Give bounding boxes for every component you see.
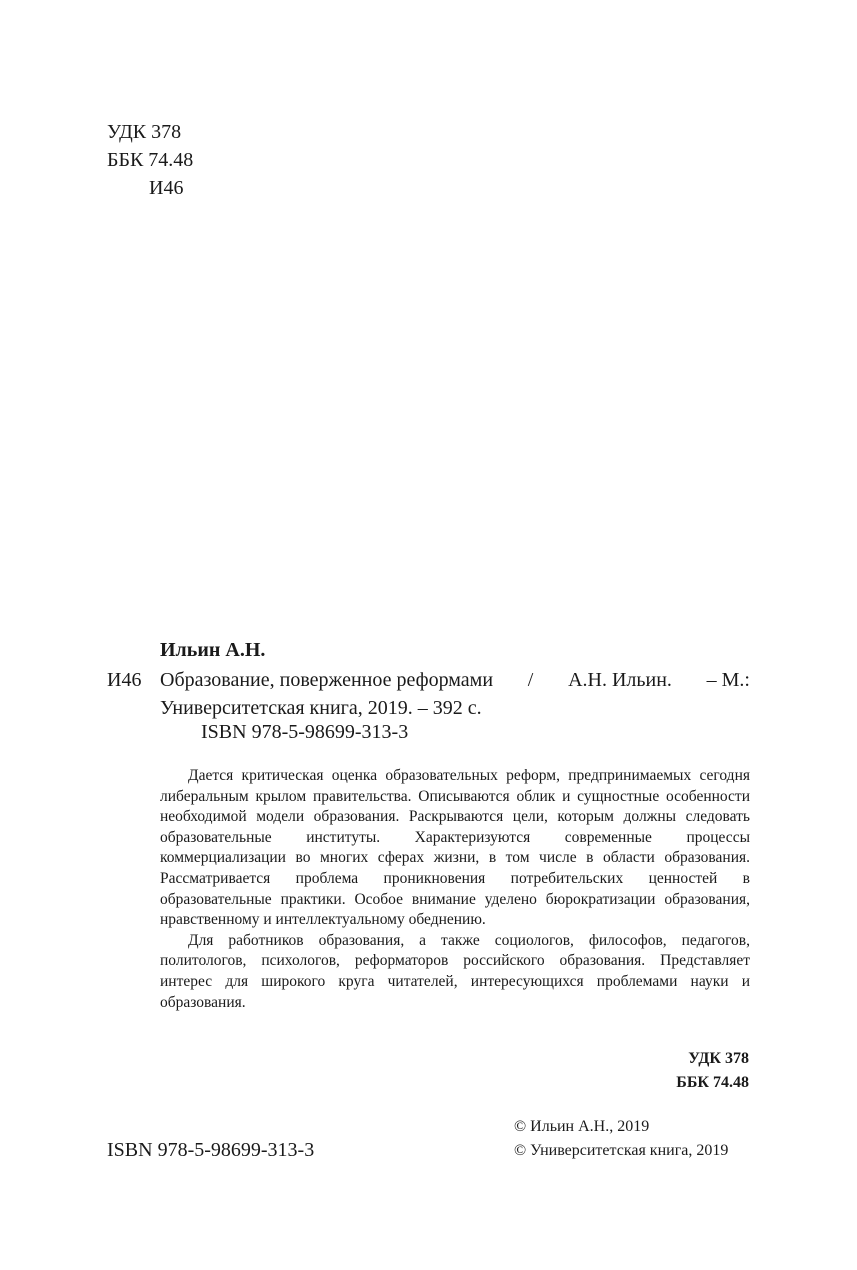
- catalog-place: – М.:: [706, 669, 750, 691]
- catalog-slash: /: [527, 669, 534, 691]
- copyright-author: © Ильин А.Н., 2019: [514, 1118, 650, 1135]
- isbn-bottom: ISBN 978-5-98699-313-3: [107, 1139, 315, 1161]
- udk-code: УДК 378: [107, 121, 182, 143]
- catalog-title-line: [160, 666, 750, 694]
- catalog-description: [160, 666, 750, 722]
- udk-code-bottom: УДК 378: [688, 1050, 749, 1067]
- copyright-publisher: © Университетская книга, 2019: [514, 1142, 729, 1159]
- copyright-block: [514, 1115, 728, 1163]
- annotation-paragraph: Дается критическая оценка образовательных реформ, предпринимаемых сегодня либеральным крылом правительства. Описываются облик и сущностные особенности необходимой модели образования. Раскрываются цели, которым должны следовать образовательные институты. Характеризуются современные процессы коммерциализации во многих сферах жизни, в том числе в области образования. Рассматривается проблема проникновения потребительских ценностей в образовательные практики. Особое внимание уделено бюрократизации образования, нравственному и интеллектуальному обеднению.: [160, 767, 750, 929]
- classification-codes-bottom: [676, 1047, 749, 1095]
- bbk-code: ББК 74.48: [107, 149, 194, 171]
- catalog-title: Образование, поверженное реформами: [160, 669, 494, 691]
- annotation-paragraph: Для работников образования, а также социологов, философов, педагогов, политологов, психологов, реформаторов российского образования. Представляет интерес для широкого круга читателей, интересующихся проблемами науки и образования.: [160, 931, 750, 1011]
- catalog-publisher-line: Университетская книга, 2019. – 392 с.: [160, 697, 482, 719]
- catalog-author: Ильин А.Н.: [160, 639, 266, 661]
- annotation: [160, 766, 750, 1013]
- author-sign: И46: [149, 177, 184, 199]
- classification-codes-top: [107, 118, 193, 202]
- catalog-author-sign: И46: [107, 669, 142, 691]
- bbk-code-bottom: ББК 74.48: [676, 1074, 749, 1091]
- catalog-isbn: ISBN 978-5-98699-313-3: [201, 721, 409, 743]
- catalog-responsibility: А.Н. Ильин.: [568, 669, 672, 691]
